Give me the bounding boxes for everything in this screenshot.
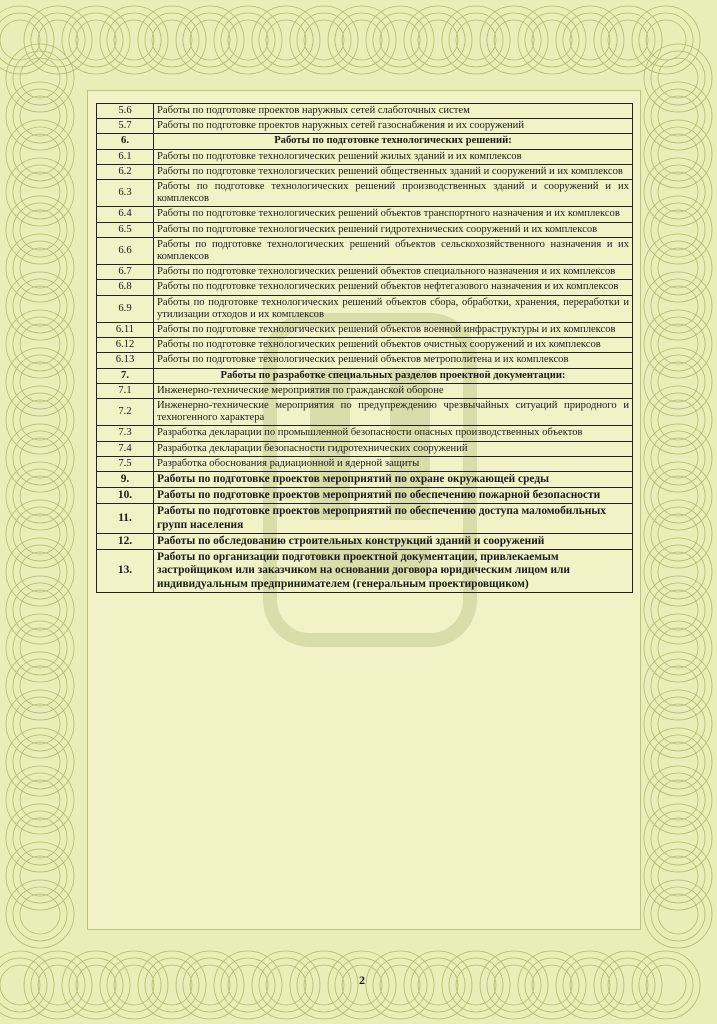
item-number: 12. [97,533,154,549]
table-row [97,550,633,593]
item-description: Работы по подготовке технологических решений: [154,134,633,149]
table-row [97,280,633,295]
item-number: 13. [97,550,154,593]
item-description: Инженерно-технические мероприятия по гражданской обороне [154,383,633,398]
item-description: Работы по подготовке технологических решений объектов сельскохозяйственного назначения и их комплексов [154,237,633,264]
item-description: Работы по подготовке технологических решений общественных зданий и сооружений и их комплексов [154,164,633,179]
item-description: Работы по подготовке технологических решений объектов очистных сооружений и их комплексов [154,338,633,353]
item-number: 10. [97,488,154,504]
item-number: 6.6 [97,237,154,264]
table-row [97,149,633,164]
item-description: Работы по подготовке проектов наружных сетей газоснабжения и их сооружений [154,119,633,134]
item-number: 7.3 [97,426,154,441]
table-row [97,338,633,353]
item-description: Работы по подготовке проектов мероприятий по обеспечению пожарной безопасности [154,488,633,504]
item-description: Работы по организации подготовки проектной документации, привлекаемым застройщиком или заказчиком на основании договора юридическим лицом или индивидуальным предпринимателем (генеральным проектировщиком) [154,550,633,593]
table-row [97,164,633,179]
item-number: 6. [97,134,154,149]
section-heading-row [97,368,633,383]
table-row [97,104,633,119]
item-description: Работы по подготовке технологических решений жилых зданий и их комплексов [154,149,633,164]
item-number: 5.6 [97,104,154,119]
works-table [96,103,633,593]
table-row [97,504,633,533]
item-description: Работы по подготовке технологических решений объектов специального назначения и их комплексов [154,265,633,280]
item-number: 6.9 [97,295,154,322]
item-number: 9. [97,472,154,488]
table-row [97,488,633,504]
table-row [97,426,633,441]
item-description: Инженерно-технические мероприятия по предупреждению чрезвычайных ситуаций природного и техногенного характера [154,399,633,426]
page-number: 2 [359,973,365,987]
item-description: Работы по подготовке технологических решений объектов транспортного назначения и их комплексов [154,207,633,222]
table-row [97,323,633,338]
item-description: Работы по подготовке проектов мероприятий по охране окружающей среды [154,472,633,488]
item-description: Работы по подготовке технологических решений гидротехнических сооружений и их комплексов [154,222,633,237]
item-description: Разработка декларации безопасности гидротехнических сооружений [154,441,633,456]
item-description: Работы по подготовке проектов наружных сетей слаботочных систем [154,104,633,119]
table-row [97,180,633,207]
item-number: 6.5 [97,222,154,237]
item-number: 6.8 [97,280,154,295]
item-number: 7.4 [97,441,154,456]
table-row [97,399,633,426]
table-row [97,295,633,322]
item-number: 6.2 [97,164,154,179]
item-number: 7.1 [97,383,154,398]
table-row [97,472,633,488]
item-number: 7. [97,368,154,383]
item-description: Разработка декларации по промышленной безопасности опасных производственных объектов [154,426,633,441]
table-row [97,119,633,134]
item-description: Разработка обоснования радиационной и ядерной защиты [154,456,633,471]
table-row [97,265,633,280]
item-description: Работы по подготовке технологических решений объектов метрополитена и их комплексов [154,353,633,368]
item-number: 6.3 [97,180,154,207]
table-row [97,222,633,237]
item-number: 11. [97,504,154,533]
table-row [97,533,633,549]
item-number: 6.12 [97,338,154,353]
table-row [97,383,633,398]
item-description: Работы по разработке специальных разделов проектной документации: [154,368,633,383]
table-row [97,237,633,264]
item-number: 7.5 [97,456,154,471]
item-number: 6.13 [97,353,154,368]
item-description: Работы по подготовке технологических решений объектов военной инфраструктуры и их комплексов [154,323,633,338]
item-description: Работы по подготовке технологических решений объектов нефтегазового назначения и их комплексов [154,280,633,295]
item-description: Работы по подготовке технологических решений объектов сбора, обработки, хранения, переработки и утилизации отходов и их комплексов [154,295,633,322]
table-row [97,207,633,222]
table-row [97,353,633,368]
item-description: Работы по обследованию строительных конструкций зданий и сооружений [154,533,633,549]
item-description: Работы по подготовке проектов мероприятий по обеспечению доступа маломобильных групп населения [154,504,633,533]
item-number: 6.11 [97,323,154,338]
section-heading-row [97,134,633,149]
item-number: 7.2 [97,399,154,426]
item-description: Работы по подготовке технологических решений производственных зданий и сооружений и их комплексов [154,180,633,207]
table-row [97,456,633,471]
item-number: 5.7 [97,119,154,134]
table-row [97,441,633,456]
item-number: 6.4 [97,207,154,222]
item-number: 6.1 [97,149,154,164]
item-number: 6.7 [97,265,154,280]
